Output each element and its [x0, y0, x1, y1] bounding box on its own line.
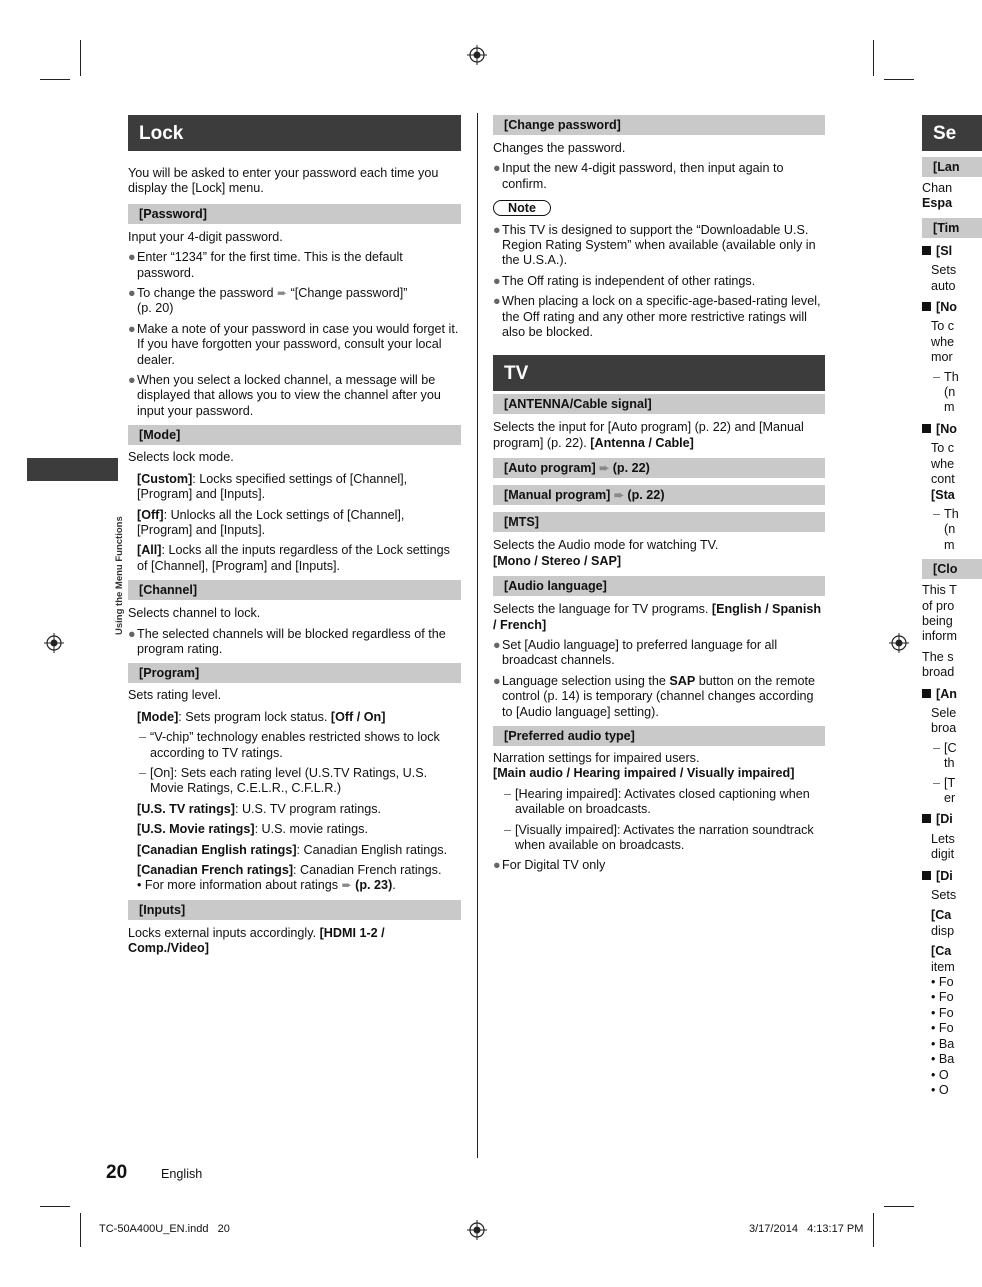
- cutoff-text: – [C: [933, 740, 957, 755]
- list-item: ● To change the password ➨ “[Change password]” (p. 20): [128, 286, 408, 316]
- cutoff-text: digit: [931, 847, 955, 862]
- bullet-icon: ●: [493, 673, 501, 688]
- cutoff-text: er: [944, 791, 956, 805]
- column-divider: [477, 113, 478, 1158]
- mode-custom: [Custom]: Locks specified settings of [Channel], [Program] and [Inputs].: [137, 471, 408, 502]
- footer-date: 3/17/2014 4:13:17 PM: [749, 1223, 864, 1235]
- cutoff-text: Lets: [931, 831, 955, 846]
- cutoff-text: cont: [931, 472, 955, 487]
- cutoff-text: (n: [944, 385, 956, 400]
- cutoff-text: [Di: [922, 869, 954, 884]
- bullet-icon: ●: [128, 286, 136, 301]
- password-text: Input your 4-digit password.: [128, 229, 283, 244]
- list-item: ● For Digital TV only: [493, 858, 606, 873]
- cutoff-text: item: [931, 959, 955, 974]
- bullet-icon: ●: [128, 373, 136, 388]
- cutoff-text: [An: [922, 687, 954, 702]
- cutoff-text: broad: [922, 665, 955, 680]
- cutoff-text: inform: [922, 629, 957, 644]
- cutoff-text: Espa: [922, 196, 953, 211]
- bullet-icon: ●: [493, 294, 501, 309]
- cutoff-text: • O: [931, 1082, 949, 1097]
- channel-heading: [Channel]: [128, 580, 461, 600]
- cutoff-text: – Th: [933, 506, 959, 521]
- cutoff-heading: [Clo: [922, 559, 982, 579]
- cutoff-text: • Ba: [931, 1052, 955, 1067]
- channel-text: Selects channel to lock.: [128, 606, 261, 621]
- cutoff-text: • Ba: [931, 1036, 955, 1051]
- cutoff-text: whe: [931, 456, 955, 471]
- antenna-text: Selects the input for [Auto program] (p. 22) and [Manual program] (p. 22). [Antenna / Cable]: [493, 420, 804, 450]
- note-badge: Note: [493, 200, 825, 216]
- cutoff-text: m: [944, 537, 955, 552]
- arrow-right-icon: ➨: [613, 488, 624, 503]
- arrow-right-icon: ➨: [599, 461, 610, 476]
- program-mode: [Mode]: Sets program lock status. [Off / On]: [137, 709, 386, 724]
- registration-mark-icon: [467, 1220, 487, 1240]
- cutoff-text: m: [944, 400, 955, 415]
- list-item: ● This TV is designed to support the “Downloadable U.S. Region Rating System” when available (available only in the U.S.A.).: [493, 222, 816, 268]
- bullet-icon: ●: [493, 161, 501, 176]
- cutoff-text: [Sl: [922, 244, 954, 259]
- antenna-heading: [ANTENNA/Cable signal]: [493, 394, 825, 414]
- cutoff-text: [Ca: [931, 944, 952, 959]
- bullet-icon: ●: [493, 637, 501, 652]
- list-item: – [Visually impaired]: Activates the narration soundtrack when available on broadcasts.: [504, 822, 814, 852]
- cutoff-heading: [Lan: [922, 157, 982, 177]
- preferred-audio-text: Narration settings for impaired users.: [493, 750, 700, 765]
- cutoff-text: – [T: [933, 775, 956, 790]
- cutoff-text: [Di: [922, 812, 954, 827]
- cutoff-text: This T: [922, 583, 957, 598]
- cutoff-text: (n: [944, 522, 956, 537]
- list-item: ● When you select a locked channel, a message will be displayed that allows you to view the channel after you input your password.: [128, 373, 441, 418]
- inputs-text: Locks external inputs accordingly. [HDMI 1-2 / Comp./Video]: [128, 925, 385, 956]
- list-item: ● Make a note of your password in case you would forget it. If you have forgotten your password, consult your local dealer.: [128, 321, 459, 367]
- program-caneng: [Canadian English ratings]: Canadian English ratings.: [137, 842, 448, 857]
- list-item: ● The selected channels will be blocked regardless of the program rating.: [128, 626, 446, 656]
- tv-column: [493, 115, 825, 874]
- list-item: ● Enter “1234” for the first time. This is the default password.: [128, 250, 403, 280]
- mode-all: [All]: Locks all the inputs regardless of the Lock settings of [Channel], [Program] and [Inputs].: [137, 543, 450, 573]
- cutoff-text: mor: [931, 350, 953, 365]
- cutoff-text: auto: [931, 278, 956, 293]
- audio-language-text: Selects the language for TV programs. [English / Spanish / French]: [493, 602, 822, 632]
- cutoff-text: Sele: [931, 705, 957, 720]
- inputs-heading: [Inputs]: [128, 900, 461, 920]
- list-item: ● Language selection using the SAP button on the remote control (p. 14) is temporary (channel changes according to [Audio language] setting).: [493, 673, 815, 719]
- program-text: Sets rating level.: [128, 688, 222, 703]
- bullet-icon: ●: [493, 222, 501, 237]
- cutoff-text: Sets: [931, 263, 957, 278]
- cutoff-text: of pro: [922, 598, 955, 613]
- cutoff-text: [No: [922, 300, 954, 315]
- arrow-right-icon: ➨: [277, 286, 288, 301]
- crop-mark: [884, 1206, 914, 1207]
- cutoff-text: To c: [931, 441, 955, 456]
- password-heading: [Password]: [128, 204, 461, 224]
- crop-mark: [40, 1206, 70, 1207]
- cutoff-text: • Fo: [931, 1005, 954, 1020]
- next-column-cutoff: [922, 115, 960, 1098]
- audio-language-heading: [Audio language]: [493, 576, 825, 596]
- chapter-label: Using the Menu Functions: [114, 516, 125, 635]
- bullet-icon: ●: [128, 250, 136, 265]
- cutoff-text: Sets: [931, 888, 957, 903]
- cutoff-text: – Th: [933, 369, 959, 384]
- cutoff-text: • O: [931, 1067, 949, 1082]
- mode-off: [Off]: Unlocks all the Lock settings of [Channel], [Program] and [Inputs].: [137, 507, 405, 537]
- list-item: ● When placing a lock on a specific-age-based-rating level, the Off rating and any other more restrictive ratings will also be blocked.: [493, 294, 821, 340]
- mts-text: Selects the Audio mode for watching TV.: [493, 538, 719, 553]
- arrow-right-icon: ➨: [341, 878, 352, 893]
- list-item: ● Input the new 4-digit password, then input again to confirm.: [493, 161, 784, 191]
- list-item: ● The Off rating is independent of other ratings.: [493, 273, 756, 288]
- crop-mark: [884, 79, 914, 80]
- preferred-audio-heading: [Preferred audio type]: [493, 726, 825, 746]
- crop-mark: [873, 1213, 874, 1247]
- manual-program-heading: [Manual program] ➨ (p. 22): [493, 485, 825, 505]
- bullet-icon: ●: [128, 321, 136, 336]
- registration-mark-icon: [467, 45, 487, 65]
- footer-file: TC-50A400U_EN.indd 20: [99, 1223, 230, 1235]
- crop-mark: [80, 1213, 81, 1247]
- crop-mark: [80, 40, 81, 76]
- program-heading: [Program]: [128, 663, 461, 683]
- cutoff-text: [Ca: [931, 908, 952, 923]
- page-number: 20: [106, 1162, 128, 1183]
- mts-options: [Mono / Stereo / SAP]: [493, 553, 622, 568]
- cutoff-text: whe: [931, 334, 955, 349]
- program-usmovie: [U.S. Movie ratings]: U.S. movie ratings.: [137, 822, 368, 837]
- cutoff-title: Se: [922, 115, 982, 151]
- list-item: ● Set [Audio language] to preferred language for all broadcast channels.: [493, 637, 778, 668]
- lock-intro: You will be asked to enter your password each time you display the [Lock] menu.: [128, 166, 439, 196]
- cutoff-text: • Fo: [931, 975, 954, 990]
- lock-column: [128, 115, 461, 957]
- change-password-heading: [Change password]: [493, 115, 825, 135]
- crop-mark: [40, 79, 70, 80]
- list-item: – [On]: Sets each rating level (U.S.TV Ratings, U.S. Movie Ratings, C.E.L.R., C.F.L.R.): [139, 765, 428, 796]
- cutoff-text: • Fo: [931, 990, 954, 1005]
- cutoff-text: [No: [922, 422, 954, 437]
- cutoff-text: The s: [922, 649, 954, 664]
- bullet-icon: ●: [493, 858, 501, 873]
- bullet-icon: ●: [493, 273, 501, 288]
- cutoff-text: To c: [931, 319, 955, 334]
- page-language: English: [161, 1167, 203, 1181]
- cutoff-text: [Sta: [931, 487, 955, 502]
- cutoff-text: • Fo: [931, 1021, 954, 1036]
- cutoff-heading: [Tim: [922, 218, 982, 238]
- cutoff-text: broa: [931, 721, 957, 736]
- tv-title: TV: [493, 355, 825, 391]
- list-item: – “V-chip” technology enables restricted shows to lock according to TV ratings.: [139, 730, 440, 760]
- auto-program-heading: [Auto program] ➨ (p. 22): [493, 458, 825, 478]
- preferred-audio-options: [Main audio / Hearing impaired / Visually impaired]: [493, 766, 795, 781]
- registration-mark-icon: [889, 633, 909, 653]
- lock-title: Lock: [128, 115, 461, 151]
- mode-heading: [Mode]: [128, 425, 461, 445]
- bullet-icon: ●: [128, 626, 136, 641]
- crop-mark: [873, 40, 874, 76]
- cutoff-text: Chan: [922, 181, 953, 195]
- list-item: – [Hearing impaired]: Activates closed captioning when available on broadcasts.: [504, 786, 810, 817]
- cutoff-text: being: [922, 613, 953, 628]
- registration-mark-icon: [44, 633, 64, 653]
- mts-heading: [MTS]: [493, 512, 825, 532]
- program-canfr: [Canadian French ratings]: Canadian French ratings. • For more information about ratings ➨ (p. 23).: [137, 863, 442, 893]
- chapter-tab: [27, 458, 118, 481]
- program-ustv: [U.S. TV ratings]: U.S. TV program ratings.: [137, 801, 382, 816]
- cutoff-text: disp: [931, 923, 955, 938]
- mode-text: Selects lock mode.: [128, 450, 234, 465]
- change-password-text: Changes the password.: [493, 141, 626, 155]
- cutoff-text: th: [944, 756, 955, 771]
